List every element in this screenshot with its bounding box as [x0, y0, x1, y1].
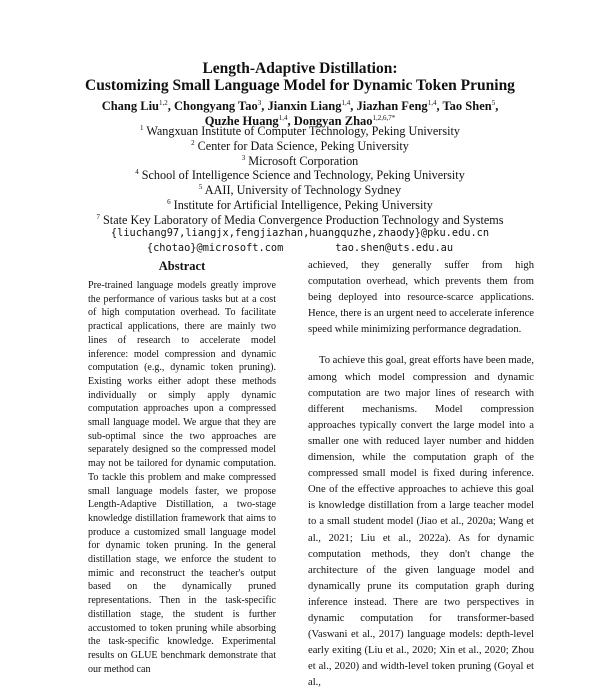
author-affiliation-mark: 5: [491, 98, 496, 107]
abstract-text: Pre-trained language models greatly improve the performance of various tasks but at a cost of high computation overhead. To facilitate practical applications, there are mainly two lines of research to accelerate model inference: model compression and dynamic computation (e.g., dynamic token pruning). Existing works either adopt these methods individually or simply apply dynamic computation approaches upon a compressed small language model. We argue that they are sub-optimal since the two approaches are separately designed so the compressed model may not be tailored for dynamic computation. To tackle this problem and make compressed small language models faster, we propose Length-Adaptive Distillation, a two-stage knowledge distillation framework that aims to produce a customized small language model for dynamic token pruning. In the general distillation stage, we enforce the student to mimic and reconstruct the teacher's output based on the dynamically pruned representations. Then in the task-specific distillation stage, the student is further accustomed to token pruning while absorbing the task-specific knowledge. Experimental results on GLUE benchmark demonstrate that our method can: [88, 280, 276, 675]
author-affiliation-mark: 1,4: [427, 98, 437, 107]
affiliation-number: 6: [167, 197, 171, 206]
affiliation-number: 3: [241, 153, 246, 162]
paper-title-line-1: Length-Adaptive Distillation:: [202, 60, 398, 77]
intro-paragraph-1: achieved, they generally suffer from high computation overhead, which prevents them from being deployed into resource-scarce applications. Hence, there is an urgent need to accelerate inference speed while minimizing performance degradation.: [308, 260, 534, 336]
author-affiliation-mark: 1,2: [159, 98, 168, 107]
author-name: Chang Liu: [101, 99, 160, 113]
affiliation-number: 4: [135, 168, 139, 177]
affiliation-text: Institute for Artificial Intelligence, Peking University: [173, 197, 433, 212]
email-microsoft: {chotao}@microsoft.com: [146, 241, 284, 254]
author-affiliation-mark: 1,2,6,7*: [372, 113, 396, 122]
author-list-line-1: Chang Liu$^{1,2}$, Chongyang Tao$^3$, Jianxin Liang$^{1,4}$, Jiazhan Feng$^{1,4}$, Tao Shen$^5$,: [101, 98, 499, 113]
affiliation-text: AAII, University of Technology Sydney: [204, 183, 402, 198]
author-affiliation-mark: 1,4: [341, 98, 351, 107]
email-uts: tao.shen@uts.edu.au: [335, 241, 454, 254]
intro-column: [308, 258, 534, 691]
paper-title-line-2: Customizing Small Language Model for Dynamic Token Pruning: [85, 77, 515, 94]
abstract-heading: Abstract: [158, 259, 206, 273]
affiliation-text: State Key Laboratory of Media Convergence Production Technology and Systems: [103, 212, 504, 227]
intro-paragraph-2: To achieve this goal, great efforts have been made, among which model compression and dynamic computation are two major lines of research with different mechanisms. Model compression approaches typically convert the large model into a smaller one with reduced layer number and hidden dimension, while the computation graph of the compressed small model is fixed during inference. One of the effective approaches to achieve this goal is knowledge distillation from a large teacher model to a small student model (Jiao et al., 2020a; Wang et al., 2021; Liu et al., 2022a). As for dynamic computation methods, they don't change the architecture of the given language model and dynamically prune its computation graph during inference instead. There are two perspectives in dynamic computation for transformer-based (Vaswani et al., 2017) language models: depth-level early exiting (Liu et al., 2020; Xin et al., 2020; Zhou et al., 2020) and width-level token pruning (Goyal et al.,: [308, 355, 534, 689]
affiliation-item: [0, 139, 600, 154]
affiliation-text: Wangxuan Institute of Computer Technology, Peking University: [146, 124, 460, 138]
author-affiliation-mark: 3: [257, 98, 262, 107]
affiliation-item: [0, 124, 600, 139]
affiliation-number: 1: [140, 123, 144, 132]
author-name: Chongyang Tao: [174, 99, 258, 113]
affiliation-text: Center for Data Science, Peking University: [197, 138, 409, 153]
author-name: Dongyan Zhao: [293, 114, 373, 128]
affiliation-item: [0, 198, 600, 213]
affiliation-text: Microsoft Corporation: [248, 153, 359, 168]
author-name: Jiazhan Feng: [356, 99, 428, 113]
email-block: [0, 226, 600, 255]
affiliation-number: 7: [96, 212, 100, 221]
affiliation-number: 2: [191, 138, 195, 147]
affiliation-list: [0, 124, 600, 228]
author-name: Jianxin Liang: [267, 99, 342, 113]
author-list-line-2: Quzhe Huang$^{1,4}$, Dongyan Zhao$^{1,2,6,7*}$: [204, 113, 396, 128]
email-line-2: [0, 241, 600, 256]
affiliation-number: 5: [198, 183, 203, 192]
affiliation-item: [0, 154, 600, 169]
affiliation-item: [0, 168, 600, 183]
author-name: Quzhe Huang: [204, 114, 279, 128]
email-line-1: {liuchang97,liangjx,fengjiazhan,huangquzhe,zhaody}@pku.edu.cn: [110, 227, 490, 239]
affiliation-text: School of Intelligence Science and Technology, Peking University: [141, 168, 465, 183]
author-name: Tao Shen: [442, 99, 492, 113]
author-affiliation-mark: 1,4: [278, 113, 288, 122]
affiliation-item: [0, 183, 600, 198]
